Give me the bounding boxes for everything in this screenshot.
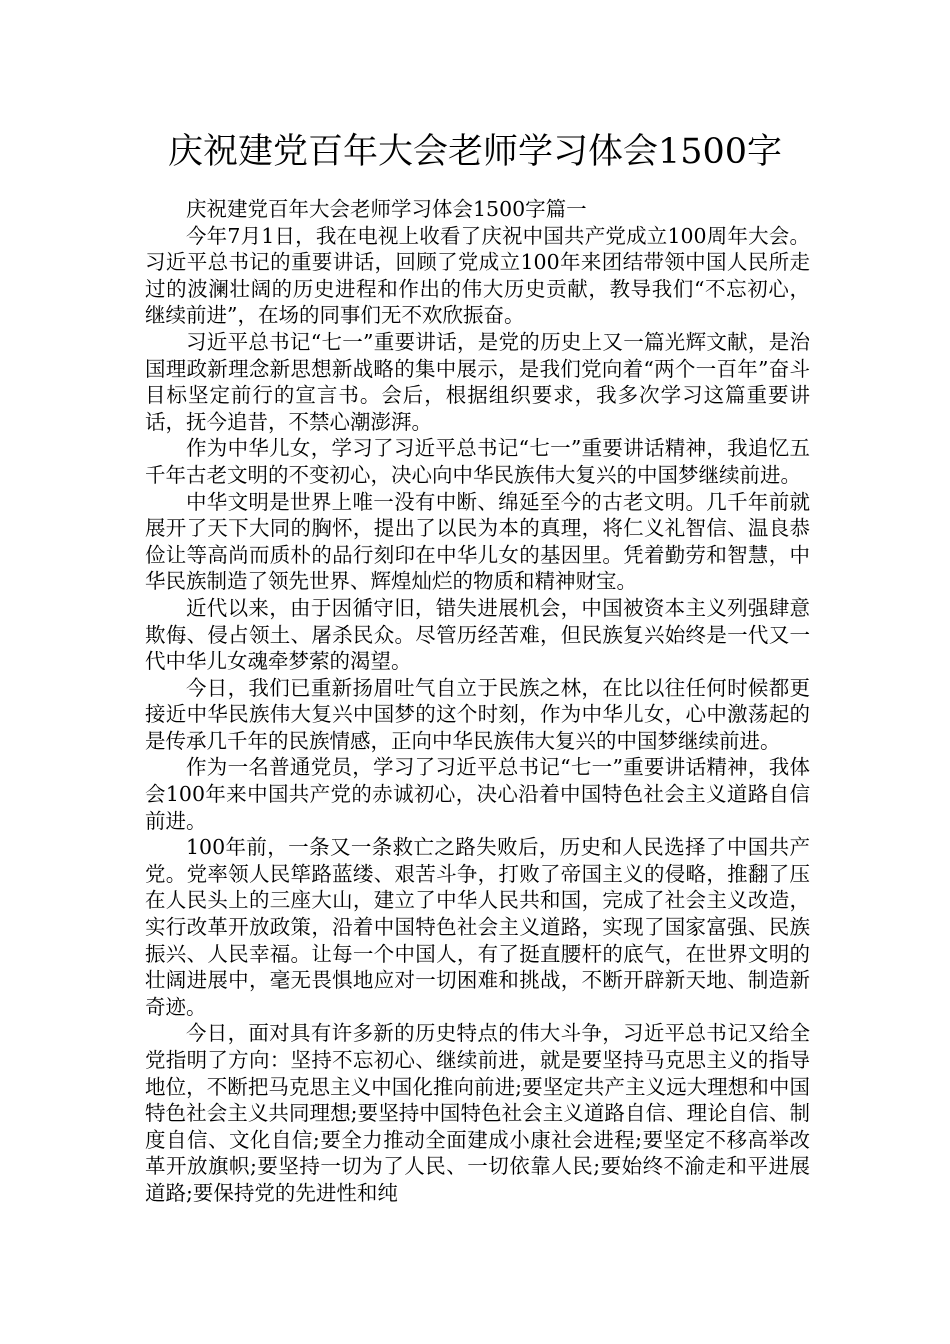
paragraph: 作为一名普通党员，学习了习近平总书记“七一”重要讲话精神，我体会100年来中国共产党的赤诚初心，决心沿着中国特色社会主义道路自信前进。 xyxy=(145,755,810,833)
section-heading: 庆祝建党百年大会老师学习体会1500字篇一 xyxy=(186,197,587,221)
paragraph: 近代以来，由于因循守旧，错失进展机会，中国被资本主义列强肆意欺侮、侵占领土、屠杀民众。尽管历经苦难，但民族复兴始终是一代又一代中华儿女魂牵梦萦的渴望。 xyxy=(145,595,810,674)
document-title: 庆祝建党百年大会老师学习体会1500字 xyxy=(167,132,783,172)
paragraph: 今年7月1日，我在电视上收看了庆祝中国共产党成立100周年大会。习近平总书记的重要讲话，回顾了党成立100年来团结带领中国人民所走过的波澜壮阔的历史进程和作出的伟大历史贡献，教导我们“不忘初心，继续前进”，在场的同事们无不欢欣振奋。 xyxy=(145,223,810,328)
paragraph: 100年前，一条又一条救亡之路失败后，历史和人民选择了中国共产党。党率领人民筚路蓝缕、艰苦斗争，打败了帝国主义的侵略，推翻了压在人民头上的三座大山，建立了中华人民共和国，完成了社会主义改造，实行改革开放政策，沿着中国特色社会主义道路，实现了国家富强、民族振兴、人民幸福。让每一个中国人，有了挺直腰杆的底气，在世界文明的壮阔进展中，毫无畏惧地应对一切困难和挑战，不断开辟新天地、制造新奇迹。 xyxy=(145,835,810,1019)
paragraph: 习近平总书记“七一”重要讲话，是党的历史上又一篇光辉文献，是治国理政新理念新思想新战略的集中展示，是我们党向着“两个一百年”奋斗目标坚定前行的宣言书。会后，根据组织要求，我多次学习这篇重要讲话，抚今追昔，不禁心潮澎湃。 xyxy=(145,329,810,434)
paragraph: 今日，面对具有许多新的历史特点的伟大斗争，习近平总书记又给全党指明了方向：坚持不忘初心、继续前进，就是要坚持马克思主义的指导地位，不断把马克思主义中国化推向前进;要坚定共产主义远大理想和中国特色社会主义共同理想;要坚持中国特色社会主义道路自信、理论自信、制度自信、文化自信;要全力推动全面建成小康社会进程;要坚定不移高举改革开放旗帜;要坚持一切为了人民、一切依靠人民;要始终不渝走和平进展道路;要保持党的先进性和纯 xyxy=(145,1021,810,1205)
document-body xyxy=(145,196,810,1207)
paragraph: 作为中华儿女，学习了习近平总书记“七一”重要讲话精神，我追忆五千年古老文明的不变初心，决心向中华民族伟大复兴的中国梦继续前进。 xyxy=(145,436,810,487)
paragraph: 中华文明是世界上唯一没有中断、绵延至今的古老文明。几千年前就展开了天下大同的胸怀，提出了以民为本的真理，将仁义礼智信、温良恭俭让等高尚而质朴的品行刻印在中华儿女的基因里。凭着勤劳和智慧，中华民族制造了领先世界、辉煌灿烂的物质和精神财宝。 xyxy=(145,489,810,594)
paragraph: 今日，我们已重新扬眉吐气自立于民族之林，在比以往任何时候都更接近中华民族伟大复兴中国梦的这个时刻，作为中华儿女，心中激荡起的是传承几千年的民族情感，正向中华民族伟大复兴的中国梦继续前进。 xyxy=(145,675,810,753)
